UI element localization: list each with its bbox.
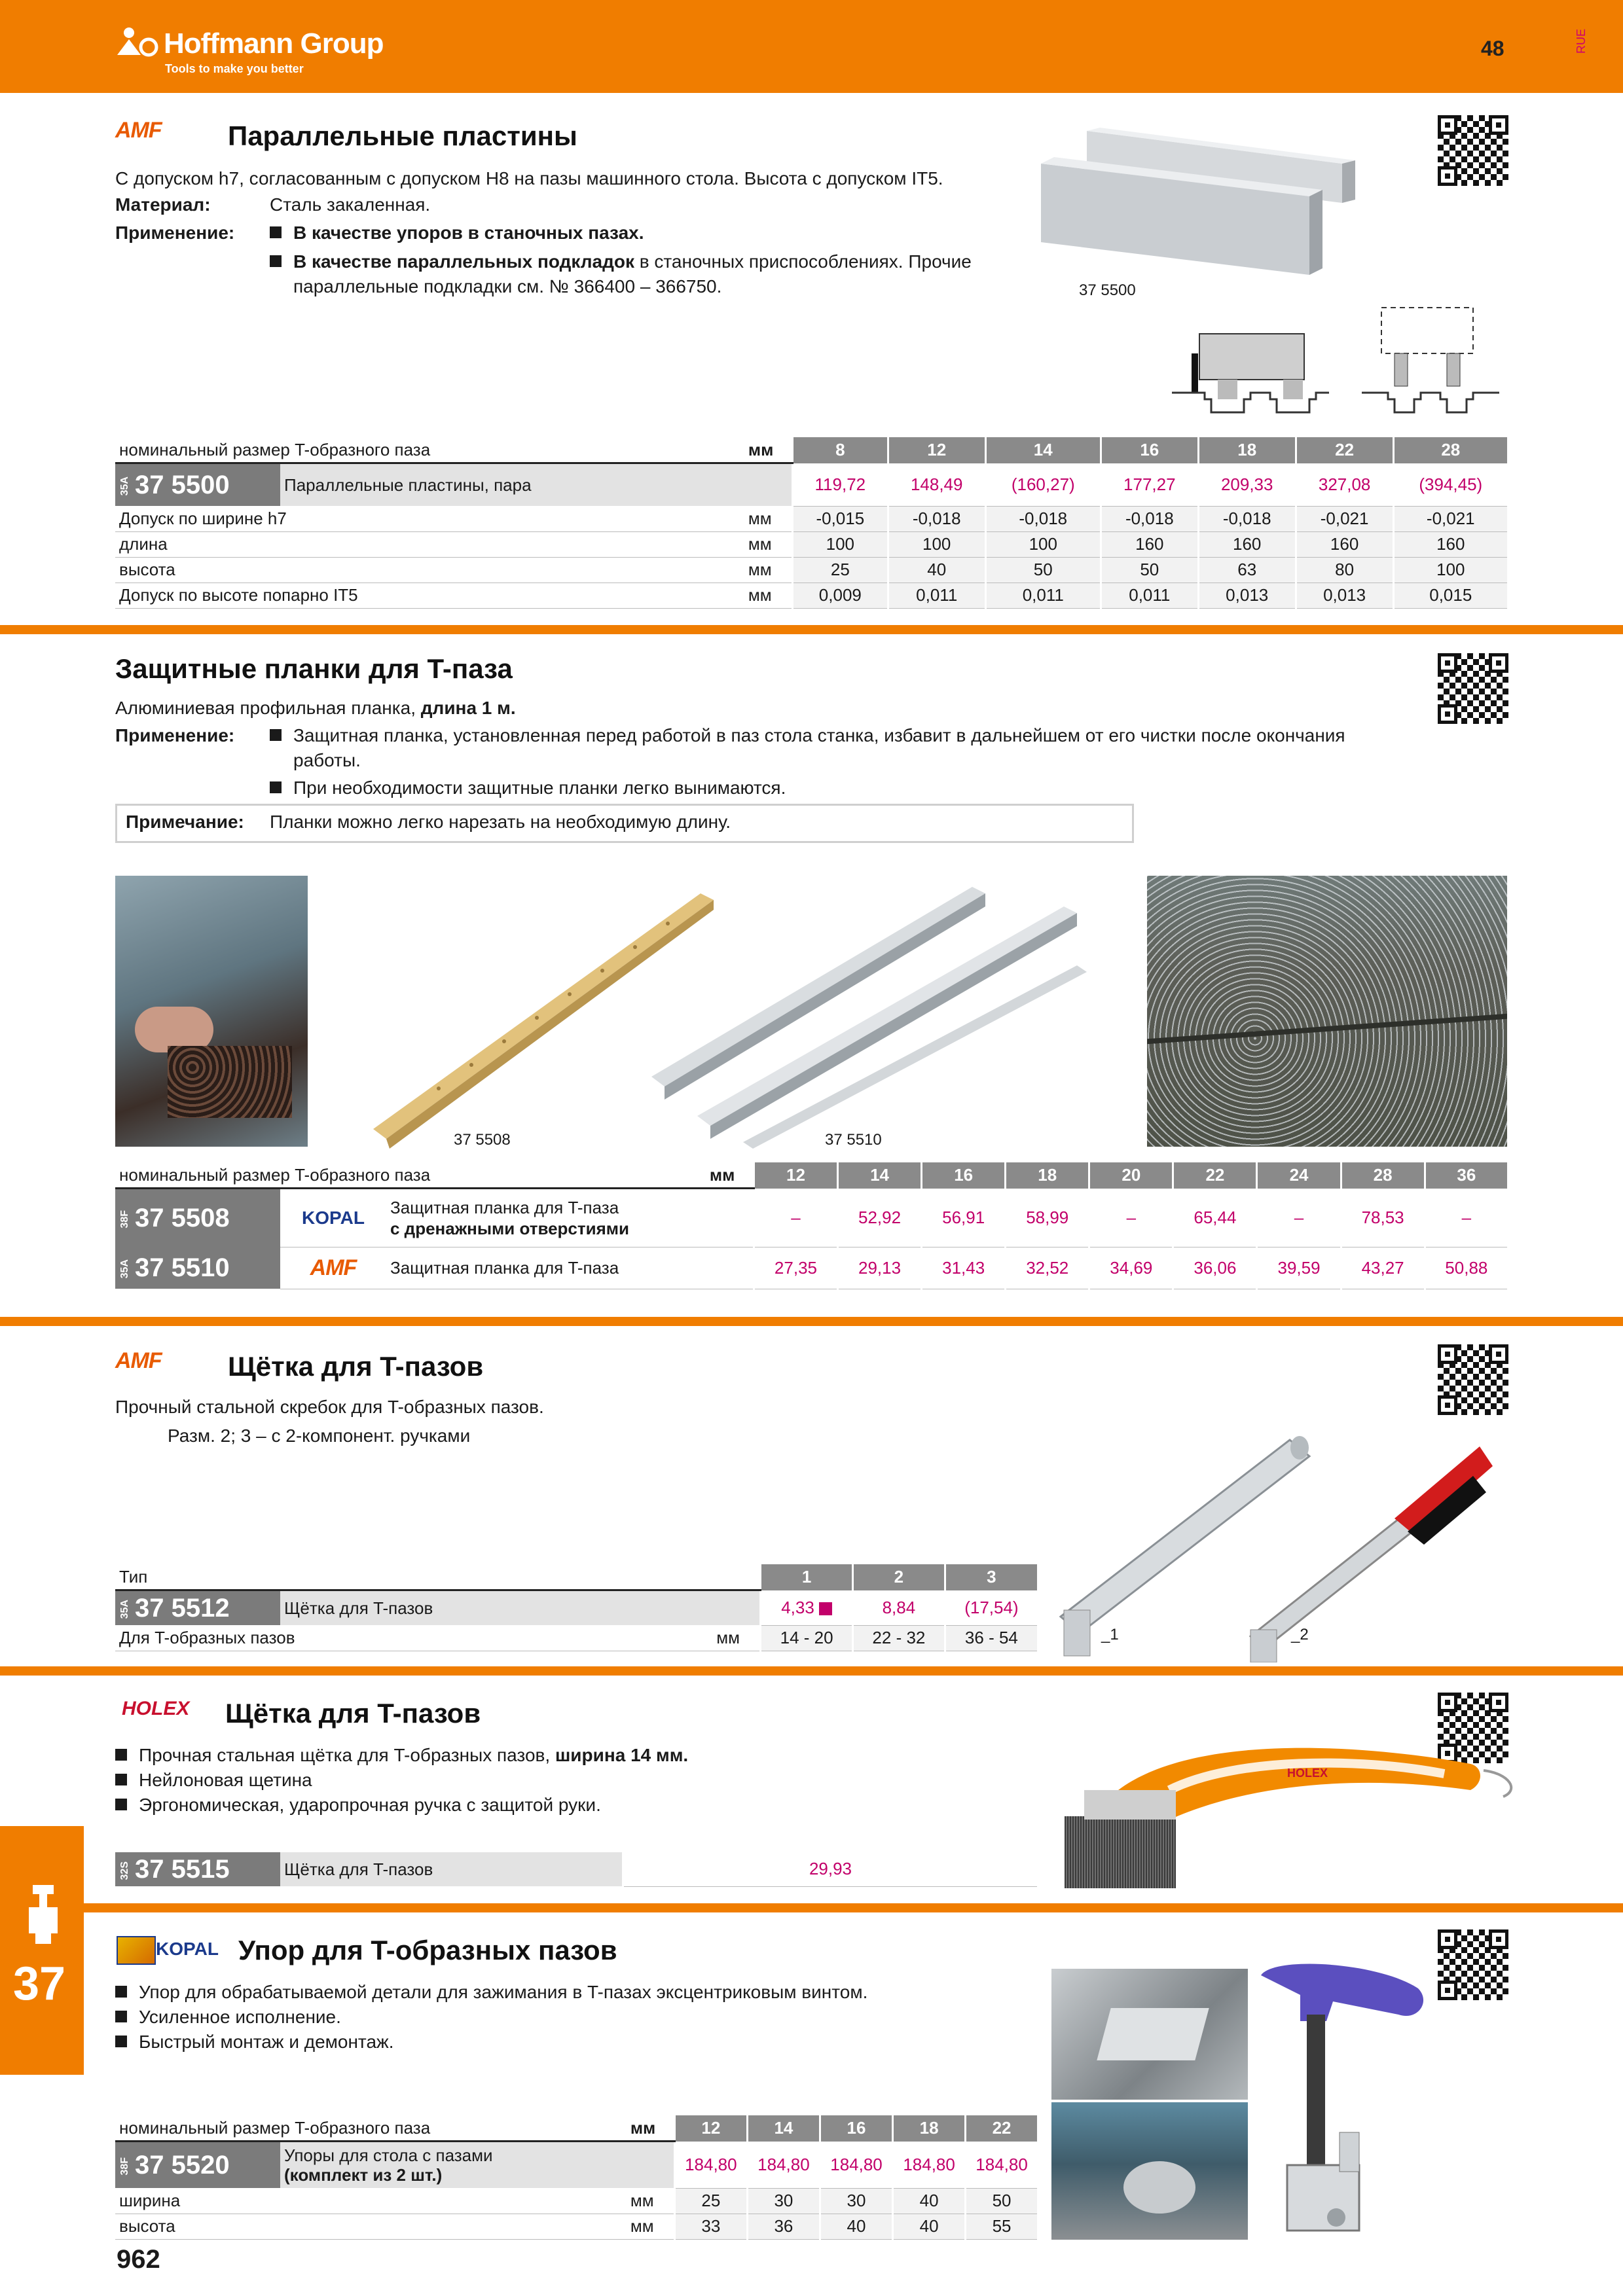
- section-title-parallels: Параллельные пластины: [228, 120, 577, 151]
- size-col: 12: [754, 1162, 837, 1189]
- article-description: Параллельные пластины, пара: [280, 463, 792, 507]
- s1-material-label: Материал:: [115, 194, 211, 215]
- article-number[interactable]: 38F 37 5508: [115, 1189, 280, 1247]
- note-label: Примечание:: [126, 812, 244, 832]
- s1-use-label: Применение:: [115, 223, 235, 243]
- s3-intro: Прочный стальной скребок для T-образных пазов.: [115, 1397, 544, 1417]
- table-head-label: номинальный размер T-образного паза: [115, 2115, 627, 2142]
- size-col: 18: [893, 2115, 966, 2142]
- size-col: 22: [966, 2115, 1037, 2142]
- price: (160,27): [985, 463, 1101, 507]
- scraper-table: [115, 1564, 1037, 1651]
- table-head-label: номинальный размер T-образного паза: [115, 1162, 706, 1189]
- price: 29,93: [623, 1852, 1038, 1886]
- s5-bullet-2: Усиленное исполнение.: [115, 2005, 341, 2029]
- new-marker-icon: [819, 1602, 832, 1615]
- s3-caption-2: _2: [1291, 1626, 1309, 1643]
- s1-image-caption: 37 5500: [1079, 281, 1136, 299]
- section-title-protection-strips: Защитные планки для T-паза: [115, 653, 513, 684]
- holex-brush-image: [1051, 1718, 1523, 1901]
- section-divider: [0, 1666, 1623, 1676]
- size-col: 16: [922, 1162, 1006, 1189]
- price: (17,54): [945, 1590, 1037, 1626]
- s2-use-2: При необходимости защитные планки легко вынимаются.: [270, 776, 786, 800]
- size-col: 36: [1425, 1162, 1507, 1189]
- table-row: 35А 37 5510 AMF Защитная планка для T-паза 27,35 29,13 31,43 32,52 34,69 36,06 39,59 43,27 50,88: [115, 1247, 1507, 1289]
- article-number[interactable]: 35А 37 5500: [115, 463, 280, 507]
- price: 4,33: [761, 1590, 853, 1626]
- brush-table: [115, 1852, 1037, 1887]
- scraper-image: [1054, 1420, 1499, 1662]
- protection-strips-table: [115, 1162, 1507, 1289]
- s2-intro: Алюминиевая профильная планка, длина 1 м.: [115, 698, 516, 718]
- size-col: 18: [1006, 1162, 1089, 1189]
- s1-intro: С допуском h7, согласованным с допуском H8 на пазы машинного стола. Высота с допуском IT5.: [115, 168, 943, 188]
- kopal-logo-icon: [117, 1936, 156, 1965]
- size-col: 14: [838, 1162, 922, 1189]
- s4-bullet-1: Прочная стальная щётка для T-образных пазов, ширина 14 мм.: [115, 1744, 688, 1767]
- slot-usage-diagram: [1165, 301, 1532, 419]
- type-col: 2: [853, 1564, 945, 1590]
- price: 148,49: [888, 463, 985, 507]
- section-divider: [0, 1317, 1623, 1326]
- section-title-brush: Щётка для T-пазов: [225, 1698, 481, 1729]
- stop-table: [115, 2115, 1037, 2240]
- size-col: 28: [1341, 1162, 1425, 1189]
- table-row: Допуск по высоте попарно IT5 мм 0,009 0,011 0,011 0,011 0,013 0,013 0,015: [115, 583, 1507, 608]
- chapter-tab[interactable]: [0, 1826, 84, 2075]
- t-slot-stop-image: [1248, 1949, 1444, 2250]
- brand-tagline: Tools to make you better: [165, 62, 304, 75]
- s1-use-2: В качестве параллельных подкладок в станочных приспособлениях. Прочие: [270, 250, 1055, 274]
- size-col: 14: [747, 2115, 820, 2142]
- table-row: 32S 37 5515 Щётка для T-пазов 29,93: [115, 1852, 1037, 1886]
- parallels-table: [115, 437, 1507, 609]
- s1-use-1: В качестве упоров в станочных пазах.: [270, 221, 644, 245]
- machine-setup-photo: [1051, 2102, 1248, 2240]
- aluminium-strips-image: [645, 880, 1090, 1155]
- type-col: 3: [945, 1564, 1037, 1590]
- section-title-scraper: Щётка для T-пазов: [228, 1351, 484, 1382]
- price: 177,27: [1101, 463, 1198, 507]
- size-col: 16: [820, 2115, 892, 2142]
- table-row: высота мм 33 36 40 40 55: [115, 2214, 1037, 2239]
- table-row: ширина мм 25 30 30 40 50: [115, 2188, 1037, 2214]
- language-code: RUE: [1575, 28, 1588, 54]
- table-head-label: Тип: [115, 1564, 712, 1590]
- s2-use-1b: работы.: [293, 750, 361, 770]
- article-number[interactable]: 35А 37 5510: [115, 1247, 280, 1289]
- type-col: 1: [761, 1564, 853, 1590]
- article-number[interactable]: 35А 37 5512: [115, 1590, 280, 1626]
- s1-material: Сталь закаленная.: [270, 194, 431, 215]
- table-unit: мм: [627, 2115, 675, 2142]
- table-unit: мм: [744, 437, 793, 463]
- clamp-icon: [26, 1885, 60, 1944]
- footer-page-number: 962: [117, 2245, 160, 2274]
- machine-table-photo: [115, 876, 308, 1147]
- s2-caption-1: 37 5508: [454, 1131, 511, 1149]
- amf-logo: AMF: [310, 1255, 357, 1280]
- s3-intro-2: Разм. 2; 3 – с 2-компонент. ручками: [168, 1426, 471, 1446]
- size-col: 8: [792, 437, 888, 463]
- price: 119,72: [792, 463, 888, 507]
- article-number[interactable]: 32S 37 5515: [115, 1852, 280, 1886]
- table-row: Допуск по ширине h7 мм -0,015 -0,018 -0,018 -0,018 -0,018 -0,021 -0,021: [115, 506, 1507, 531]
- table-unit: мм: [706, 1162, 754, 1189]
- table-head-label: номинальный размер T-образного паза: [115, 437, 744, 463]
- qr-code-icon[interactable]: [1438, 1344, 1508, 1415]
- kopal-logo: KOPAL: [156, 1939, 219, 1959]
- s4-bullet-3: Эргономическая, ударопрочная ручка с защитой руки.: [115, 1793, 601, 1817]
- price: 209,33: [1198, 463, 1296, 507]
- section-title-stop: Упор для T-образных пазов: [238, 1935, 617, 1965]
- s2-use-1: Защитная планка, установленная перед работой в паз стола станка, избавит в дальнейшем от его чистки после окончания: [270, 724, 1448, 747]
- brush-handle-label: HOLEX: [1287, 1767, 1328, 1780]
- s2-use-label: Применение:: [115, 725, 235, 745]
- s5-bullet-3: Быстрый монтаж и демонтаж.: [115, 2030, 394, 2054]
- s3-caption-1: _1: [1101, 1626, 1119, 1643]
- table-row: 35А 37 5512 Щётка для T-пазов 4,33 8,84 (17,54): [115, 1590, 1037, 1626]
- qr-code-icon[interactable]: [1438, 115, 1508, 186]
- price: (394,45): [1393, 463, 1507, 507]
- amf-logo: AMF: [115, 118, 162, 143]
- amf-logo: AMF: [115, 1348, 162, 1373]
- chapter-number: 37: [13, 1958, 66, 2010]
- size-col: 16: [1101, 437, 1198, 463]
- section-divider: [0, 1903, 1623, 1912]
- table-row: высота мм 25 40 50 50 63 80 100: [115, 557, 1507, 583]
- section-divider: [0, 625, 1623, 634]
- size-col: 28: [1393, 437, 1507, 463]
- size-col: 12: [674, 2115, 747, 2142]
- kopal-logo: KOPAL: [302, 1207, 365, 1228]
- s4-bullet-2: Нейлоновая щетина: [115, 1768, 312, 1792]
- size-col: 22: [1173, 1162, 1257, 1189]
- page-number: 48: [1481, 37, 1504, 60]
- size-col: 20: [1089, 1162, 1173, 1189]
- price: 327,08: [1296, 463, 1393, 507]
- brand-name: Hoffmann Group: [164, 27, 384, 60]
- size-col: 12: [888, 437, 985, 463]
- qr-code-icon[interactable]: [1438, 1929, 1508, 2000]
- s1-use-2-line2: параллельные подкладки см. № 366400 – 366750.: [293, 276, 722, 296]
- table-row: 38F 37 5520 Упоры для стола с пазами (комплект из 2 шт.) 184,80 184,80 184,80 184,80 184,80: [115, 2142, 1037, 2189]
- size-col: 22: [1296, 437, 1393, 463]
- size-col: 18: [1198, 437, 1296, 463]
- holex-logo: HOLEX: [122, 1698, 190, 1719]
- chips-on-table-photo: [1147, 876, 1507, 1147]
- s5-bullet-1: Упор для обрабатываемой детали для зажимания в T-пазах эксцентриковым винтом.: [115, 1981, 867, 2004]
- qr-code-icon[interactable]: [1438, 653, 1508, 724]
- table-row: Для T-образных пазов мм 14 - 20 22 - 32 36 - 54: [115, 1625, 1037, 1651]
- s2-caption-2: 37 5510: [825, 1131, 882, 1149]
- table-row: длина мм 100 100 100 160 160 160 160: [115, 531, 1507, 557]
- size-col: 24: [1257, 1162, 1341, 1189]
- stop-in-slot-photo: [1051, 1969, 1248, 2100]
- table-row: 38F 37 5508 KOPAL Защитная планка для T-паза с дренажными отверстиями – 52,92 56,91 58,99 – 65,44 – 78,53 –: [115, 1189, 1507, 1247]
- hoffmann-logo-icon: [115, 25, 160, 58]
- note-text: Планки можно легко нарезать на необходимую длину.: [270, 812, 731, 832]
- price: 8,84: [853, 1590, 945, 1626]
- article-number[interactable]: 38F 37 5520: [115, 2142, 280, 2189]
- size-col: 14: [985, 437, 1101, 463]
